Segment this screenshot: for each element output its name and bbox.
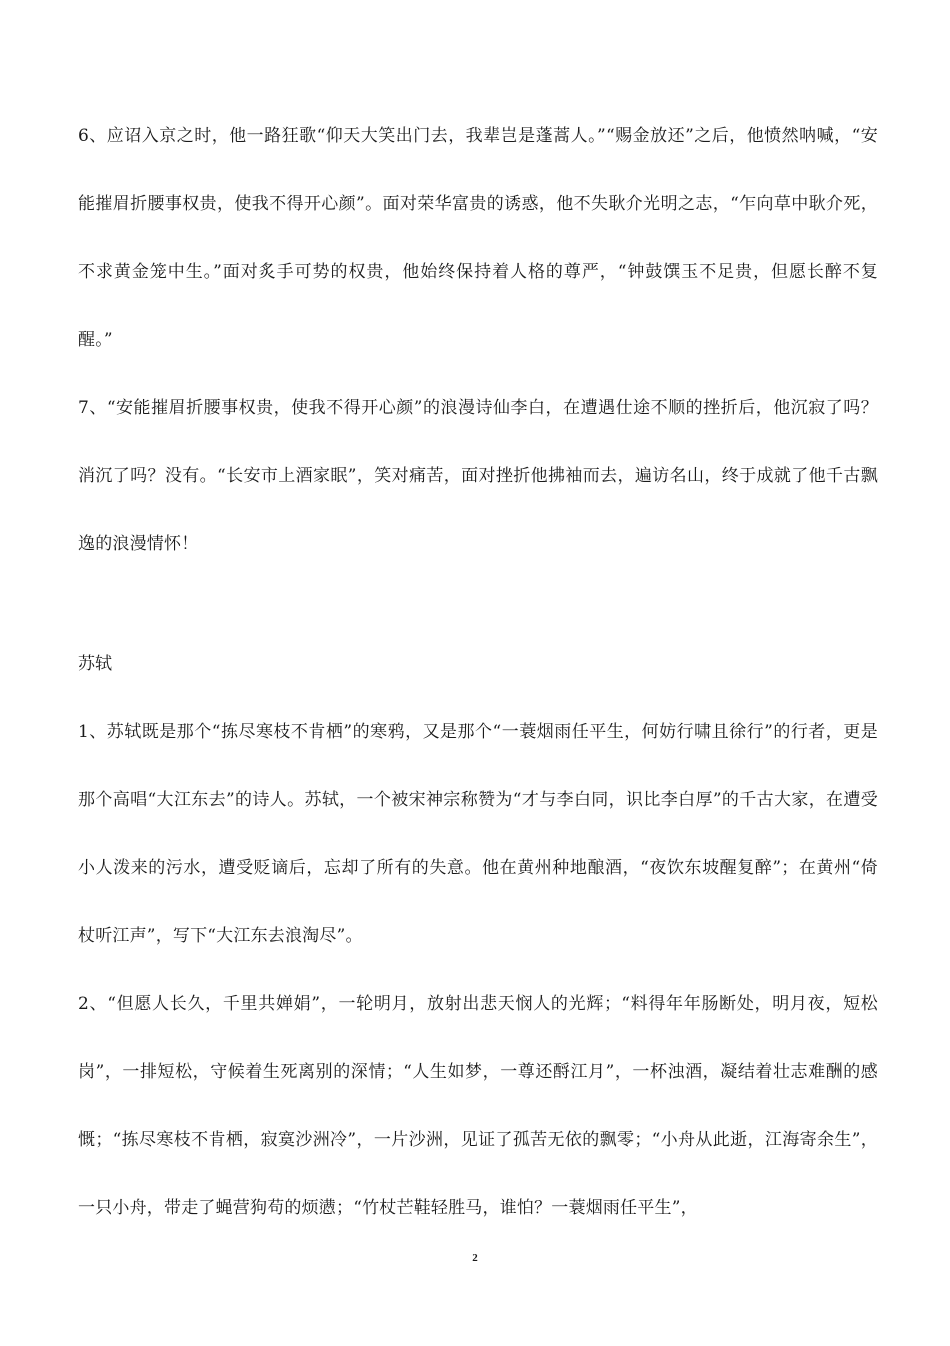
page-number: 2 [472,1252,478,1264]
paragraph-su-shi-2: 2、“但愿人长久，千里共婵娟”，一轮明月，放射出悲天悯人的光辉；“料得年年肠断处，明月夜，短松岗”，一排短松，守候着生死离别的深情；“人生如梦，一尊还酹江月”，一杯浊酒，凝结着壮志难酬的感慨；“拣尽寒枝不肯栖，寂寞沙洲冷”，一片沙洲，见证了孤苦无依的飘零；“小舟从此逝，江海寄余生”，一只小舟，带走了蝇营狗苟的烦懑；“竹杖芒鞋轻胜马，谁怕？一蓑烟雨任平生”， [78,994,878,1218]
paragraph-su-shi-1: 1、苏轼既是那个“拣尽寒枝不肯栖”的寒鸦，又是那个“一蓑烟雨任平生，何妨行啸且徐行”的行者，更是那个高唱“大江东去”的诗人。苏轼，一个被宋神宗称赞为“才与李白同，识比李白厚”的千古大家，在遭受小人泼来的污水，遭受贬谪后，忘却了所有的失意。他在黄州种地酿酒，“夜饮东坡醒复醉”；在黄州“倚杖听江声”，写下“大江东去浪淘尽”。 [78,722,878,946]
section-heading-su-shi: 苏轼 [78,654,112,674]
paragraph-li-bai-6: 6、应诏入京之时，他一路狂歌“仰天大笑出门去，我辈岂是蓬蒿人。”“赐金放还”之后，他愤然呐喊，“安能摧眉折腰事权贵，使我不得开心颜”。面对荣华富贵的诱惑，他不失耿介光明之志，“乍向草中耿介死，不求黄金笼中生。”面对炙手可势的权贵，他始终保持着人格的尊严，“钟鼓馔玉不足贵，但愿长醉不复醒。” [78,126,878,350]
paragraph-li-bai-7: 7、“安能摧眉折腰事权贵，使我不得开心颜”的浪漫诗仙李白，在遭遇仕途不顺的挫折后，他沉寂了吗？消沉了吗？没有。“长安市上酒家眠”，笑对痛苦，面对挫折他拂袖而去，遍访名山，终于成就了他千古飘逸的浪漫情怀！ [78,398,878,554]
